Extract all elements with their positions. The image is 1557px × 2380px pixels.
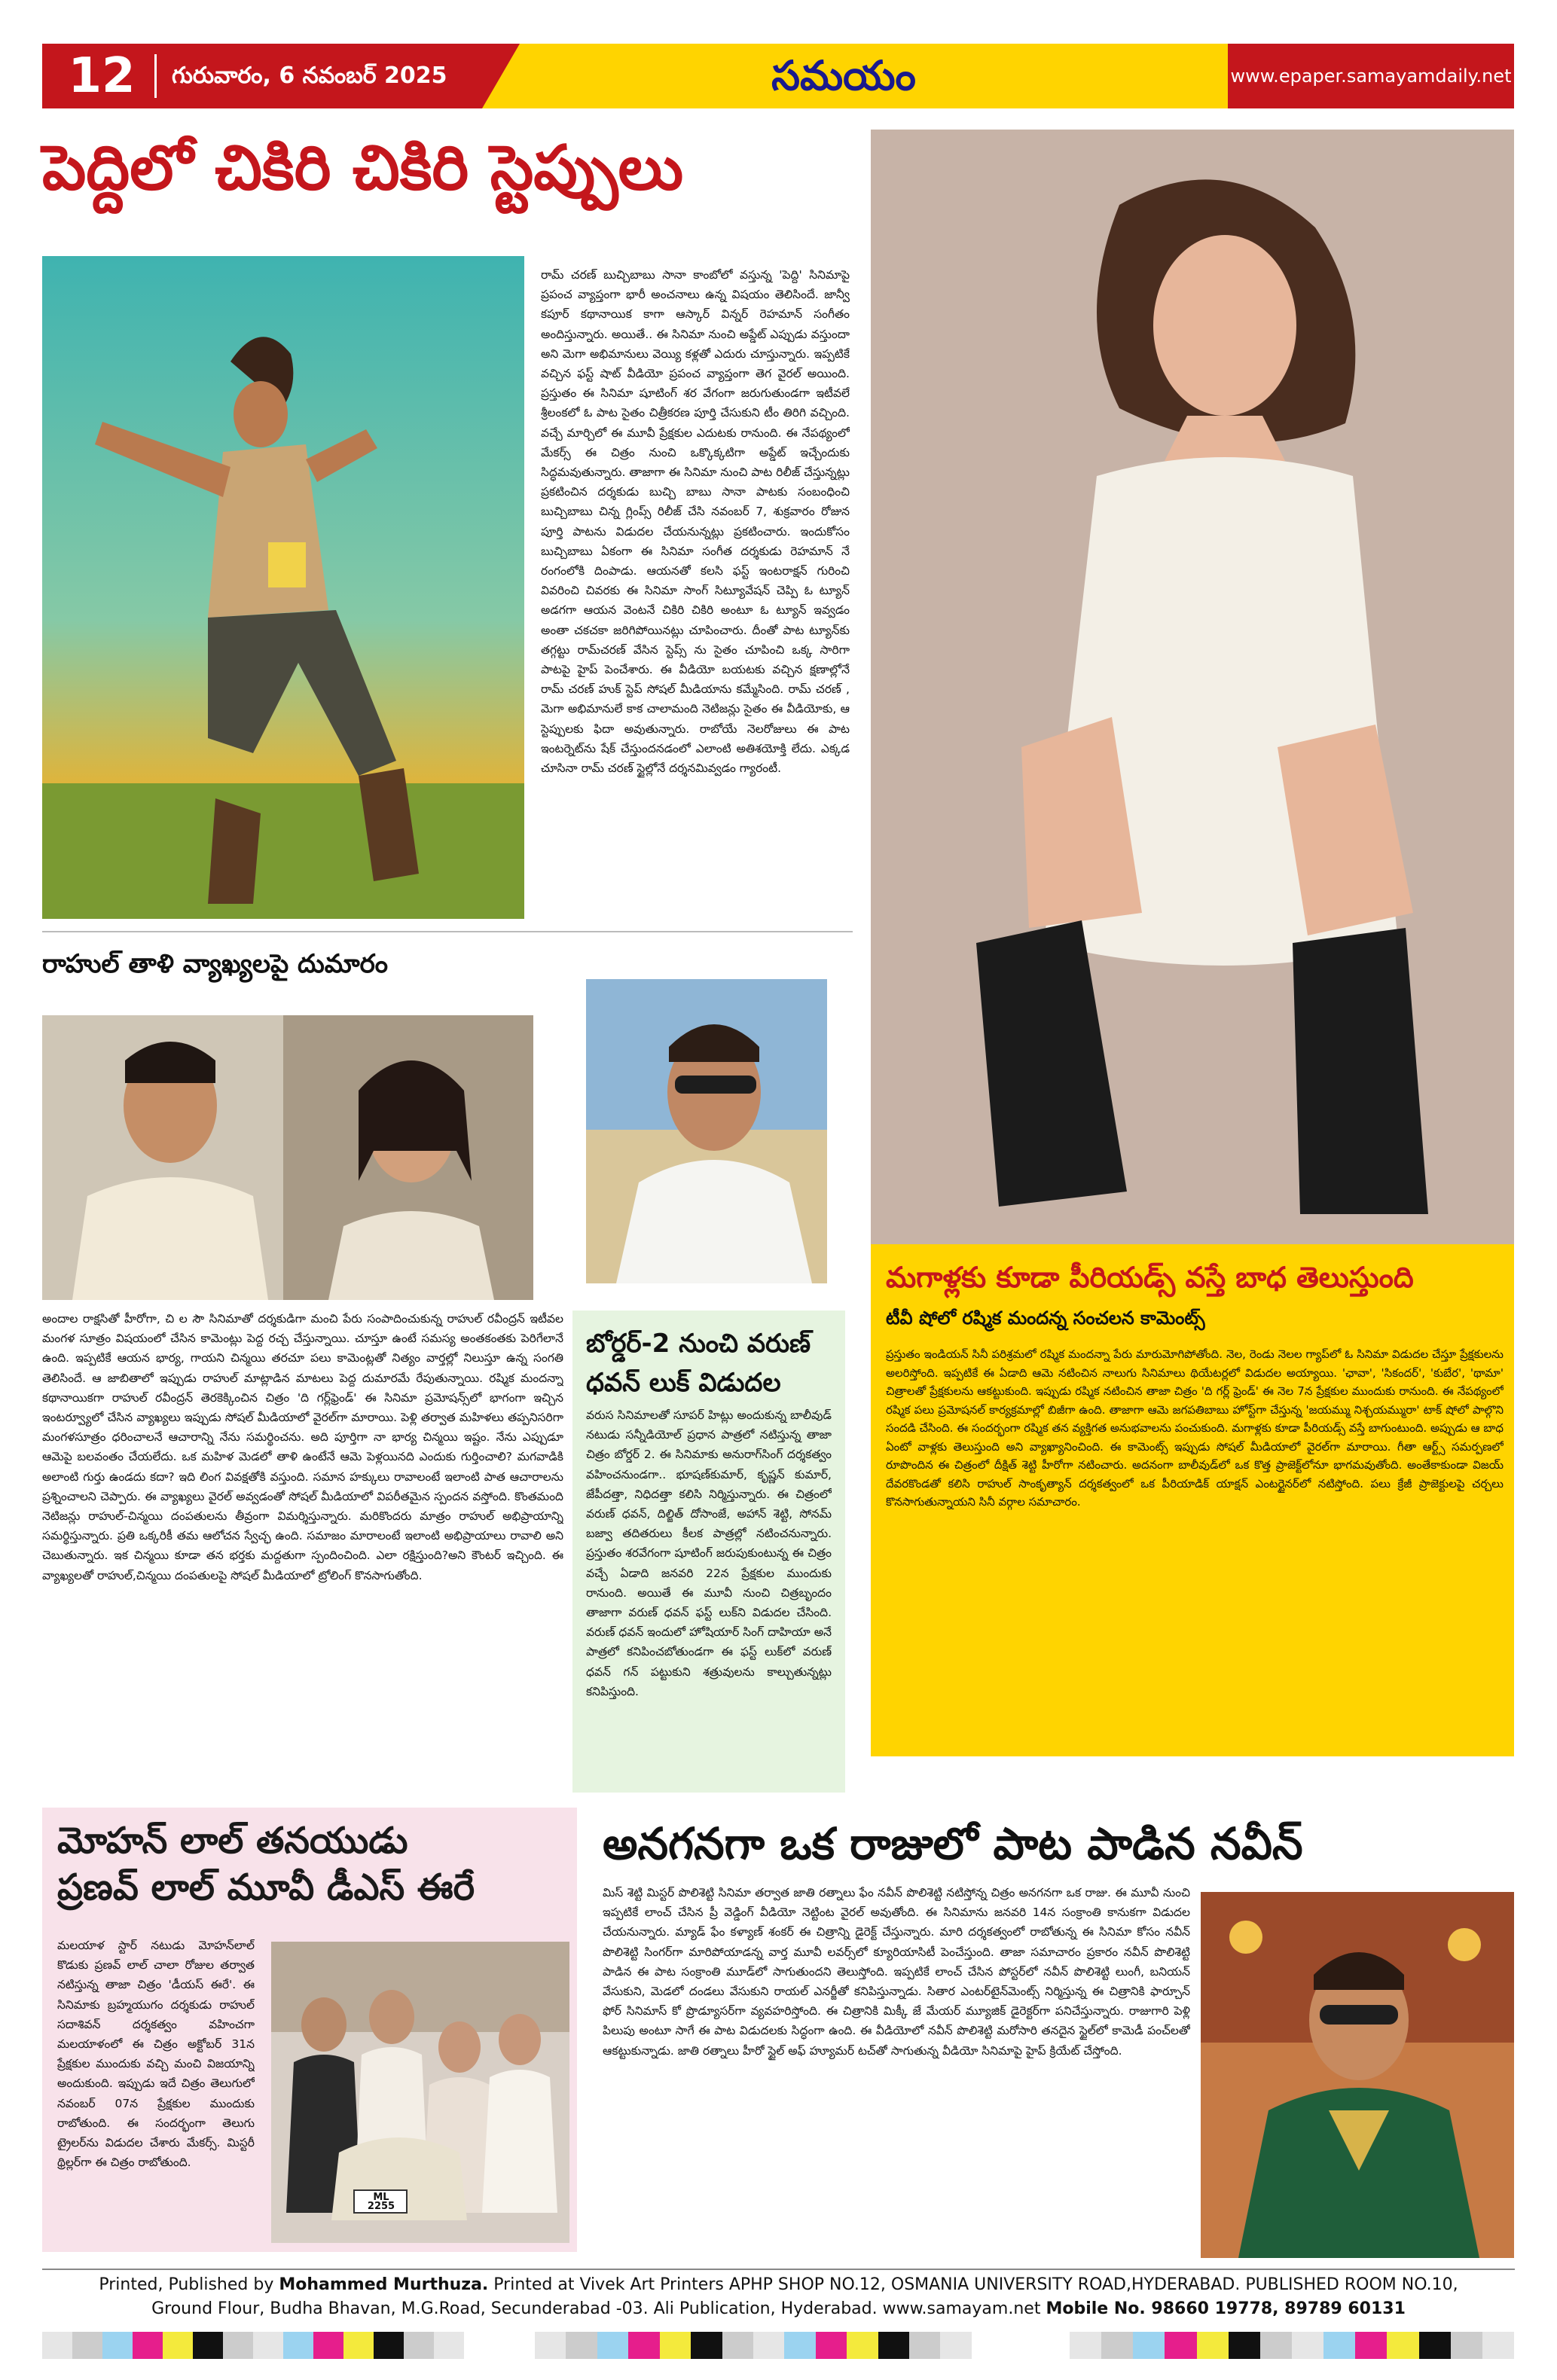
pranav-headline-1: మోహన్ లాల్ తనయుడు <box>57 1820 408 1862</box>
footer-rule <box>42 2269 1515 2270</box>
publisher-name: Mohammed Murthuza. <box>279 2275 489 2294</box>
pranav-family-photo <box>271 1942 569 2243</box>
rashmika-photo <box>871 130 1514 1244</box>
rahul-headline: రాహుల్ తాళి వ్యాఖ్యలపై దుమారం <box>42 949 389 979</box>
pranav-headline-2: ప్రణవ్ లాల్ మూవీ డీఎస్ ఈరే <box>57 1866 475 1909</box>
rashmika-subheadline: టీవీ షోలో రష్మిక మందన్న సంచలన కామెంట్స్ <box>886 1307 1205 1329</box>
registration-strip-middle <box>535 2332 972 2359</box>
varun-dhawan-photo <box>586 979 827 1283</box>
rahul-chinmayi-photo <box>42 1015 533 1300</box>
naveen-headline: అనగనగా ఒక రాజులో పాట పాడిన నవీన్ <box>603 1818 1303 1869</box>
edition-date: గురువారం, 6 నవంబర్ 2025 <box>172 63 447 89</box>
naveen-photo <box>1201 1892 1514 2258</box>
pranav-body: మలయాళ స్టార్ నటుడు మోహన్‌లాల్ కొడుకు ప్రణవ్ లాల్ చాలా రోజుల తర్వాత నటిస్తున్న తాజా చిత్రం 'డీయస్ ఈరే'. ఈ సినిమాకు బ్రహ్మయుగం దర్శకుడు రాహుల్ సదాశివన్ దర్శకత్వం వహించగా మలయాళంలో ఈ చిత్రం అక్టోబర్ 31న ప్రేక్షకుల ముందుకు వచ్చి మంచి విజయాన్ని అందుకుంది. ఇప్పుడు ఇదే చిత్రం తెలుగులో నవంబర్ 07న ప్రేక్షకుల ముందుకు రాబోతుంది. ఈ సందర్భంగా తెలుగు ట్రైలర్‌ను విడుదల చేశారు మేకర్స్. మిస్టరీ థ్రిల్లర్‌గా ఈ చిత్రం రాబోతుంది. <box>57 1939 255 2170</box>
imprint-prefix: Printed, Published by <box>99 2275 279 2294</box>
masthead-logo: సమయం <box>771 52 916 99</box>
rashmika-body: ప్రస్తుతం ఇండియన్ సినీ పరిశ్రమలో రష్మిక మందన్నా పేరు మారుమోగిపోతోంది. నెల, రెండు నెలల గ్యాప్‌లో ఓ సినిమా విడుదల చేస్తూ ప్రేక్షకులను అలరిస్తోంది. ఇప్పటికే ఈ ఏడాది ఆమె నటించిన నాలుగు సినిమాలు థియేటర్లలో విడుదల అయ్యాయి. 'ఛావా', 'సికందర్', 'కుబేర', 'థామా' చిత్రాలతో ప్రేక్షకులను ఆకట్టుకుంది. ఇప్పుడు రష్మిక నటించిన తాజా చిత్రం 'ది గర్ల్ ఫ్రెండ్' ఈ నెల 7న ప్రేక్షకుల ముందుకు రానుంది. ఈ నేపథ్యంలో రష్మిక పలు ప్రమోషనల్ కార్యక్రమాల్లో బిజీగా ఉంది. తాజాగా ఆమె జగపతిబాబు హోస్ట్‌గా చేస్తున్న 'జయమ్ము నిశ్చయమ్మురా' టాక్ షోలో పాల్గొని సందడి చేసింది. ఈ సందర్భంగా రష్మిక తన వ్యక్తిగత అనుభవాలను పంచుకుంది. మగాళ్లకు కూడా పీరియడ్స్ వస్తే బాగుంటుంది. అప్పుడు ఆ బాధ ఏంటో వాళ్లకు తెలుస్తుంది అని వ్యాఖ్యానించింది. ఈ కామెంట్స్ ఇప్పుడు సోషల్ మీడియాలో వైరల్‌గా మారాయి. గీతా ఆర్ట్స్ సమర్పణలో రూపొందిన ఈ చిత్రంలో దీక్షిత్ శెట్టి హీరోగా నటించారు. అదనంగా బాలీవుడ్‌లో ఒక కొత్త ప్రాజెక్ట్‌లోనూ భాగమవుతోంది. అంతేకాకుండా విజయ్ దేవరకొండతో కలిసి రాహుల్ సాంకృత్యాన్ దర్శకత్వంలో ఒక పీరియాడిక్ యాక్షన్ ఎంటర్టైనర్‌లో నటిస్తోంది. పలు క్రేజీ ప్రాజెక్టులపై చర్చలు కొనసాగుతున్నాయని సినీ వర్గాల సమాచారం. <box>886 1347 1504 1509</box>
registration-strip-left <box>42 2332 464 2359</box>
imprint-address: Printed at Vivek Art Printers APHP SHOP NO.12, OSMANIA UNIVERSITY ROAD,HYDERABAD. PUBLISHED ROOM NO.10, <box>488 2275 1458 2294</box>
registration-strip-right <box>1070 2332 1514 2359</box>
imprint <box>42 2273 1515 2321</box>
border2-headline: బోర్డర్-2 నుంచి వరుణ్ ధవన్ లుక్ విడుదల <box>586 1329 811 1398</box>
border2-body: వరుస సినిమాలతో సూపర్ హిట్లు అందుకున్న బాలీవుడ్ నటుడు సన్నీడియోల్ ప్రధాన పాత్రలో నటిస్తున్న తాజా చిత్రం బోర్డర్ 2. ఈ సినిమాకు అనురాగ్‌సింగ్ దర్శకత్వం వహించనుండగా.. భూషణ్‌కుమార్, కృష్ణన్ కుమార్, జేపీదత్తా, నిధిదత్తా కలిసి నిర్మిస్తున్నారు. ఈ చిత్రంలో వరుణ్ ధవన్, దిల్జిత్ దోసాంజే, అహాన్ శెట్టి, సోనమ్ బజ్వా తదితరులు కీలక పాత్రల్లో నటించనున్నారు. ప్రస్తుతం శరవేగంగా షూటింగ్ జరుపుకుంటున్న ఈ చిత్రం వచ్చే ఏడాది జనవరి 22న ప్రేక్షకుల ముందుకు రానుంది. అయితే ఈ మూవీ నుంచి చిత్రబృందం తాజాగా వరుణ్ ధవన్ ఫస్ట్ లుక్‌ని విడుదల చేసింది. వరుణ్ ధవన్ ఇందులో హోషియార్ సింగ్ దాహియా అనే పాత్రలో కనిపించబోతుండగా ఈ ఫస్ట్ లుక్‌లో వరుణ్ ధవన్ గన్ పట్టుకుని శత్రువులను కాల్చుతున్నట్లు కనిపిస్తుంది. <box>586 1408 832 1698</box>
rahul-body: అందాల రాక్షసితో హీరోగా, చి ల సౌ సినిమాతో దర్శకుడిగా మంచి పేరు సంపాదించుకున్న రాహుల్ రవీంద్రన్ ఇటీవల మంగళ సూత్రం విషయంలో చేసిన కామెంట్లు పెద్ద రచ్చ చేస్తున్నాయి. చూస్తూ ఉంటే సమస్య అంతకంతకు పెరిగేలానే ఉంది. ఇప్పటికే ఆయన భార్య, గాయని చిన్మయి తరచూ పలు కామెంట్లతో నిత్యం వార్తల్లో నిలుస్తూ ఉన్న సంగతి తెలిసిందే. ఆ జాబితాలో ఇప్పుడు రాహుల్ మాట్లాడిన మాటలు పెద్ద దుమారమే రేపుతున్నాయి. రష్మిక మందన్నా కథానాయికగా రాహుల్ రవీంద్రన్ తెరకెక్కించిన చిత్రం 'ది గర్ల్‌ఫ్రెండ్' ఈ సినిమా ప్రమోషన్స్‌లో భాగంగా ఇచ్చిన ఇంటర్వ్యూలో చేసిన వ్యాఖ్యలు ఇప్పుడు సోషల్ మీడియాలో వైరల్‌గా మారాయి. పెళ్లి తర్వాత మహిళలు తప్పనిసరిగా మంగళసూత్రం ధరించాలనే ఆచారాన్ని నేను సమర్థించను. అది పూర్తిగా నా భార్య చిన్మయి ఇష్టం. నేను ఎప్పుడూ ఆమెపై బలవంతం చేయలేదు. ఒక మహిళ మెడలో తాళి ఉంటేనే ఆమె పెళ్లయినది ఎందుకు గుర్తించాలి? మగవాడికి అలాంటి గుర్తు ఉండదు కదా? ఇది లింగ వివక్షతోకి వస్తుంది. సమాన హక్కులు రావాలంటే ఇలాంటి పాత ఆచారాలను ప్రశ్నించాలని చెప్పారు. ఈ వ్యాఖ్యలు వైరల్ అవ్వడంతో సోషల్ మీడియాలో విపరీతమైన స్పందన వస్తోంది. కొంతమంది నెటిజన్లు రాహుల్-చిన్మయి దంపతులను తీవ్రంగా విమర్శిస్తున్నారు. మరికొందరు మాత్రం రాహుల్ అభిప్రాయాన్ని సమర్థిస్తున్నారు. ప్రతి ఒక్కరికీ తమ ఆలోచన స్వేచ్ఛ ఉంది. సమాజం మారాలంటే ఇలాంటి అభిప్రాయాలు రావాలి అని చెబుతున్నారు. ఇక చిన్మయి కూడా తన భర్తకు మద్దతుగా స్పందించింది. ఎలా రక్షిస్తుంది?అని కౌంటర్ ఇచ్చింది. ఈ వ్యాఖ్యలతో రాహుల్,చిన్మయి దంపతులపై సోషల్ మీడియాలో ట్రోలింగ్ కొనసాగుతోంది. <box>42 1312 563 1582</box>
ram-charan-photo <box>42 256 524 919</box>
header-divider <box>154 54 157 98</box>
scooter-plate: ML 2255 <box>367 2192 395 2212</box>
imprint-line-1 <box>42 2273 1515 2297</box>
naveen-body: మిస్ శెట్టి మిస్టర్ పొలిశెట్టి సినిమా తర్వాత జాతి రత్నాలు ఫేం నవీన్ పొలిశెట్టి నటిస్తోన్న చిత్రం అనగనగా ఒక రాజు. ఈ మూవీ నుంచి ఇప్పటికే లాంచ్ చేసిన ప్రీ వెడ్డింగ్ వీడియో నెట్టింట వైరల్ అవుతోంది. ఈ సినిమాను జనవరి 14న సంక్రాంతి కానుకగా విడుదల చేయనున్నారు. మ్యాడ్ ఫేం కళ్యాణ్ శంకర్ ఈ చిత్రాన్ని డైరెక్ట్ చేస్తున్నారు. మారి దర్శకత్వంలో రాబోతున్న ఈ సినిమా కోసం నవీన్ పొలిశెట్టి సింగర్‌గా మారిపోయాడన్న వార్త మూవీ లవర్స్‌లో క్యూరియాసిటీ పెంచేస్తుంది. తాజా సమాచారం ప్రకారం నవీన్ పొలిశెట్టి పాడిన ఈ పాట సంక్రాంతి మూడ్‌లో సాగుతుందని తెలుస్తోంది. ఇప్పటికే లాంచ్ చేసిన పోస్టర్‌లో నవీన్ పొలిశెట్టి లుంగీ, బనియన్ వేసుకుని, మెడలో దండలు వేసుకుని రాయల్ ఎనర్జీతో కనిపిస్తున్నాడు. సితార ఎంటర్‌టైన్‌మెంట్స్ నిర్మిస్తున్న ఈ చిత్రానికి ఫార్చూన్ ఫోర్ సినిమాస్ కో ప్రొడ్యూసర్‌గా వ్యవహరిస్తోంది. ఈ చిత్రానికి మిక్కీ జే మేయర్ మ్యూజిక్ డైరెక్టర్‌గా పనిచేస్తున్నారు. రాజుగారి పెళ్లి పిలుపు అంటూ సాగే ఈ పాట విడుదలకు సిద్ధంగా ఉంది. ఈ వీడియోలో నవీన్ పొలిశెట్టి మరోసారి తనదైన స్టైల్‌లో కామెడీ పంచ్‌లతో ఆకట్టుకున్నాడు. జాతి రత్నాలు హీరో స్టైల్ అఫ్ హ్యూమర్ టచ్‌తో సాగుతున్న వీడియో సినిమాపై హైప్ క్రియేట్ చేస్తోంది. <box>603 1886 1190 2058</box>
imprint-mobile: Mobile No. 98660 19778, 89789 60131 <box>1046 2299 1406 2318</box>
page-number: 12 <box>68 48 136 104</box>
section-divider <box>42 931 853 932</box>
header-slant <box>482 44 557 108</box>
imprint-address-2: Ground Flour, Budha Bhavan, M.G.Road, Secunderabad -03. Ali Publication, Hyderabad. www.samayam.net <box>151 2299 1046 2318</box>
lead-headline: పెద్దిలో చికిరి చికిరి స్టెప్పులు <box>42 133 684 204</box>
lead-body: రామ్ చరణ్ బుచ్చిబాబు సానా కాంబోలో వస్తున్న 'పెద్ది' సినిమాపై ప్రపంచ వ్యాప్తంగా భారీ అంచనాలు ఉన్న విషయం తెలిసిందే. జాన్వీ కపూర్ కథానాయిక కాగా ఆస్కార్ విన్నర్ రెహమాన్ సంగీతం అందిస్తున్నారు. అయితే.. ఈ సినిమా నుంచి అప్డేట్ ఎప్పుడు వస్తుందా అని మెగా అభిమానులు వెయ్యి కళ్లతో ఎదురు చూస్తున్నారు. ఇప్పటికే వచ్చిన ఫస్ట్ షాట్ వీడియో ప్రపంచ వ్యాప్తంగా తెగ వైరల్ అయింది. ప్రస్తుతం ఈ సినిమా షూటింగ్ శర వేగంగా జరుగుతుండగా ఇటీవలే శ్రీలంకలో ఓ పాట సైతం చిత్రీకరణ పూర్తి చేసుకుని టీం తిరిగి వచ్చింది. వచ్చే మార్చిలో ఈ మూవీ ప్రేక్షకుల ఎదుటకు రానుంది. ఈ నేపథ్యంలో మేకర్స్ ఈ చిత్రం నుంచి ఒక్కొక్కటిగా అప్డేట్ ఇచ్చేందుకు సిద్ధమవుతున్నారు. తాజాగా ఈ సినిమా నుంచి పాట రిలీజ్ చేస్తున్నట్లు ప్రకటించిన దర్శకుడు బుచ్చి బాబు సానా పాటకు సంబంధించి బుచ్చిబాబు చిన్న గ్లింప్స్ రిలీజ్ చేసి నవంబర్ 7, శుక్రవారం రోజున పూర్తి పాటను విడుదల చేయనున్నట్లు ప్రకటించారు. ఇందుకోసం బుచ్చిబాబు ఏకంగా ఈ సినిమా సంగీత దర్శకుడు రెహమాన్ నే రంగంలోకి దింపాడు. ఆయనతో కలసి ఫస్ట్ ఇంటరాక్షన్ గురించి వివరించి చివరకు ఈ సినిమా సాంగ్ సిట్యూవేషన్ చెప్పి ఓ ట్యూన్ అడగగా ఆయన వెంటనే చికిరి చికిరి అంటూ ఓ ట్యూన్ ఇవ్వడం అంతా చకచకా జరిగిపోయినట్లు చూపించారు. దీంతో పాట ట్యూన్‌కు తగ్గట్టు రామ్‌చరణ్ వేసిన స్టెప్స్ ను సైతం చూపించి ఒక్క సారిగా పాటపై హైప్ పెంచేశారు. ఈ వీడియో బయటకు వచ్చిన క్షణాల్లోనే రామ్ చరణ్ హుక్ స్టెప్ సోషల్ మీడియాను కమ్మేసింది. రామ్ చరణ్ , మెగా అభిమానులే కాక చాలామంది నెటిజన్లు సైతం ఈ వీడియోకు, ఆ స్టెప్పులకు ఫిదా అవుతున్నారు. రాబోయే నెలరోజులు ఈ పాట ఇంటర్నెట్‌ను షేక్ చేస్తుందనడంలో ఎలాంటి అతిశయోక్తి లేదు. ఎక్కడ చూసినా రామ్ చరణ్ స్టైల్లోనే దర్శనమివ్వడం గ్యారంటీ. <box>541 268 850 776</box>
imprint-line-2 <box>42 2297 1515 2321</box>
rashmika-headline: మగాళ్లకు కూడా పీరియడ్స్ వస్తే బాధ తెలుస్తుంది <box>886 1261 1414 1294</box>
epaper-url[interactable]: www.epaper.samayamdaily.net <box>1230 66 1512 87</box>
